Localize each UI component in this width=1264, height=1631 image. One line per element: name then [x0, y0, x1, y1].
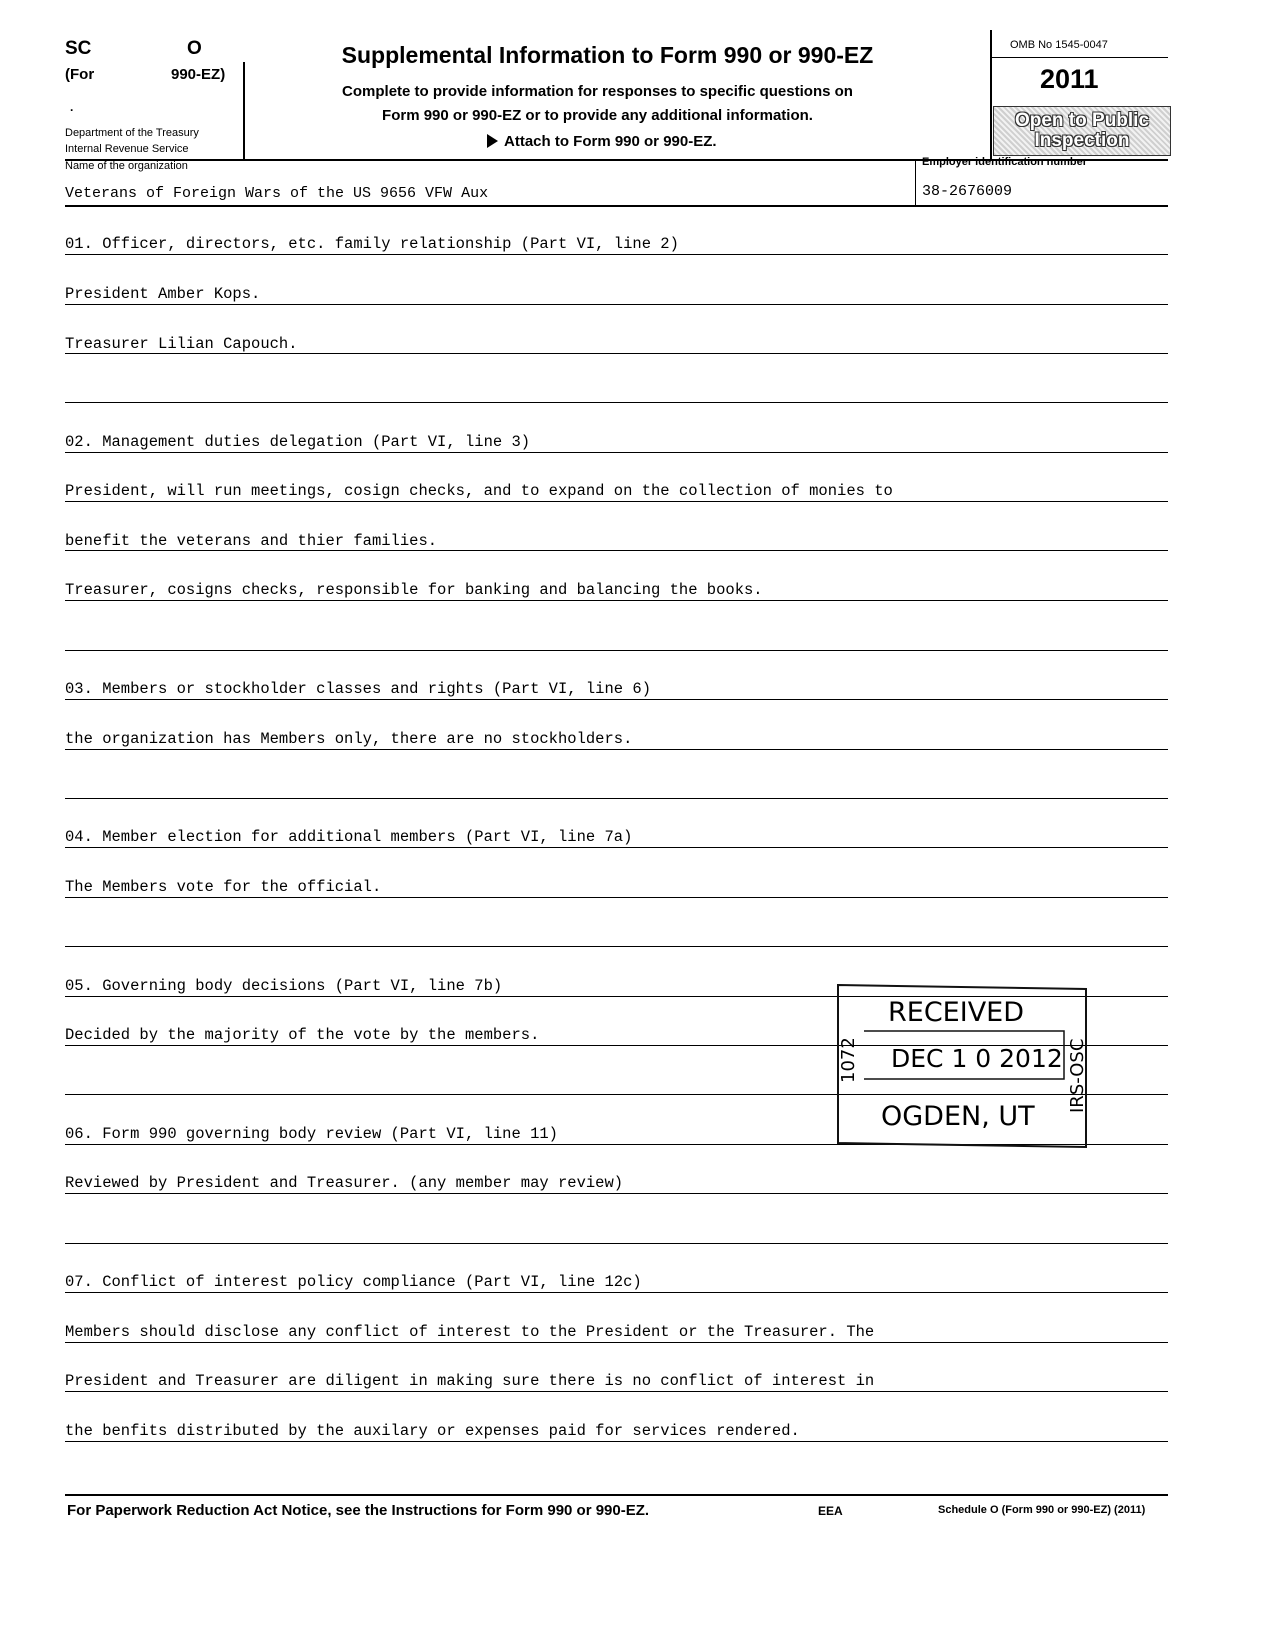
rule-24	[65, 1391, 1168, 1392]
line-02-heading: 02. Management duties delegation (Part VI, line 3)	[65, 433, 531, 451]
rule-8	[65, 600, 1168, 601]
attach-instruction	[487, 133, 717, 150]
organization-name-label: Name of the organization	[65, 160, 188, 172]
org-bottom-rule	[65, 205, 1168, 207]
line-members-vote: The Members vote for the official.	[65, 878, 382, 896]
dot-mark: .	[70, 100, 74, 114]
line-president-name: President Amber Kops.	[65, 285, 261, 303]
header-right-divider	[990, 30, 992, 160]
line-president-duties: President, will run meetings, cosign checks, and to expand on the collection of monies to	[65, 482, 893, 500]
line-06-heading: 06. Form 990 governing body review (Part VI, line 11)	[65, 1125, 558, 1143]
rule-13	[65, 847, 1168, 848]
line-07-heading: 07. Conflict of interest policy compliance (Part VI, line 12c)	[65, 1273, 642, 1291]
form-title: Supplemental Information to Form 990 or 990-EZ	[341, 42, 874, 68]
line-president-duties-cont: benefit the veterans and thier families.	[65, 532, 438, 550]
schedule-letter: O	[187, 38, 202, 59]
stamp-location: OGDEN, UT	[881, 1101, 1035, 1132]
rule-14	[65, 897, 1168, 898]
department-line-2: Internal Revenue Service	[65, 143, 189, 155]
line-conflict-1: Members should disclose any conflict of interest to the President or the Treasurer. The	[65, 1323, 875, 1341]
form-subtitle-line-2: Form 990 or 990-EZ or to provide any additional information.	[382, 107, 813, 124]
ein-label: Employer identification number	[922, 156, 1088, 168]
line-conflict-2: President and Treasurer are diligent in making sure there is no conflict of interest in	[65, 1372, 875, 1390]
line-03-heading: 03. Members or stockholder classes and rights (Part VI, line 6)	[65, 680, 651, 698]
schedule-reference: Schedule O (Form 990 or 990-EZ) (2011)	[938, 1504, 1146, 1516]
form-subtitle-line-1: Complete to provide information for responses to specific questions on	[342, 83, 853, 100]
rule-12	[65, 798, 1168, 799]
stamp-side-number: 1072	[838, 1037, 859, 1083]
paperwork-notice: For Paperwork Reduction Act Notice, see the Instructions for Form 990 or 990-EZ.	[67, 1502, 650, 1519]
rule-11	[65, 749, 1168, 750]
arrow-right-icon	[487, 134, 498, 148]
rule-1	[65, 254, 1168, 255]
rule-9	[65, 650, 1168, 651]
organization-name: Veterans of Foreign Wars of the US 9656 VFW Aux	[65, 185, 489, 202]
footer-rule	[65, 1494, 1168, 1496]
open-to-public-inspection-badge	[993, 106, 1171, 156]
line-reviewed-by: Reviewed by President and Treasurer. (any member may review)	[65, 1174, 624, 1192]
rule-4	[65, 402, 1168, 403]
department-block	[65, 125, 199, 157]
form-reference-right: 990-EZ)	[171, 66, 226, 83]
rule-23	[65, 1342, 1168, 1343]
rule-5	[65, 452, 1168, 453]
form-reference-left: (For	[65, 66, 95, 83]
department-line-1: Department of the Treasury	[65, 127, 199, 139]
line-treasurer-duties: Treasurer, cosigns checks, responsible for banking and balancing the books.	[65, 581, 763, 599]
ein-value: 38-2676009	[922, 183, 1013, 200]
attach-text: Attach to Form 990 or 990-EZ.	[504, 133, 717, 150]
rule-15	[65, 946, 1168, 947]
open-line-1: Open to Public	[1014, 110, 1150, 131]
line-04-heading: 04. Member election for additional members (Part VI, line 7a)	[65, 828, 633, 846]
rule-20	[65, 1193, 1168, 1194]
line-treasurer-name: Treasurer Lilian Capouch.	[65, 335, 298, 353]
rule-2	[65, 304, 1168, 305]
open-line-2: Inspection	[1034, 130, 1130, 151]
rule-6	[65, 501, 1168, 502]
omb-divider	[990, 57, 1168, 58]
line-conflict-3: the benfits distributed by the auxilary or expenses paid for services rendered.	[65, 1422, 800, 1440]
eea-mark: EEA	[818, 1504, 843, 1518]
rule-3	[65, 353, 1168, 354]
line-05-heading: 05. Governing body decisions (Part VI, line 7b)	[65, 977, 503, 995]
received-stamp	[836, 983, 1096, 1153]
tax-year: 2011	[1040, 64, 1099, 94]
rule-7	[65, 550, 1168, 551]
stamp-received: RECEIVED	[888, 997, 1025, 1028]
line-01-heading: 01. Officer, directors, etc. family relationship (Part VI, line 2)	[65, 235, 679, 253]
stamp-date: DEC 1 0 2012	[891, 1044, 1063, 1073]
rule-21	[65, 1243, 1168, 1244]
omb-number: OMB No 1545-0047	[1010, 39, 1108, 51]
ein-divider	[915, 159, 916, 206]
stamp-frame	[836, 983, 1096, 1153]
stamp-side-office: IRS-OSC	[1067, 1038, 1088, 1113]
schedule-label: SC	[65, 38, 92, 59]
rule-22	[65, 1292, 1168, 1293]
rule-10	[65, 699, 1168, 700]
line-majority-vote: Decided by the majority of the vote by the members.	[65, 1026, 540, 1044]
line-members-only: the organization has Members only, there are no stockholders.	[65, 730, 633, 748]
rule-25	[65, 1441, 1168, 1442]
